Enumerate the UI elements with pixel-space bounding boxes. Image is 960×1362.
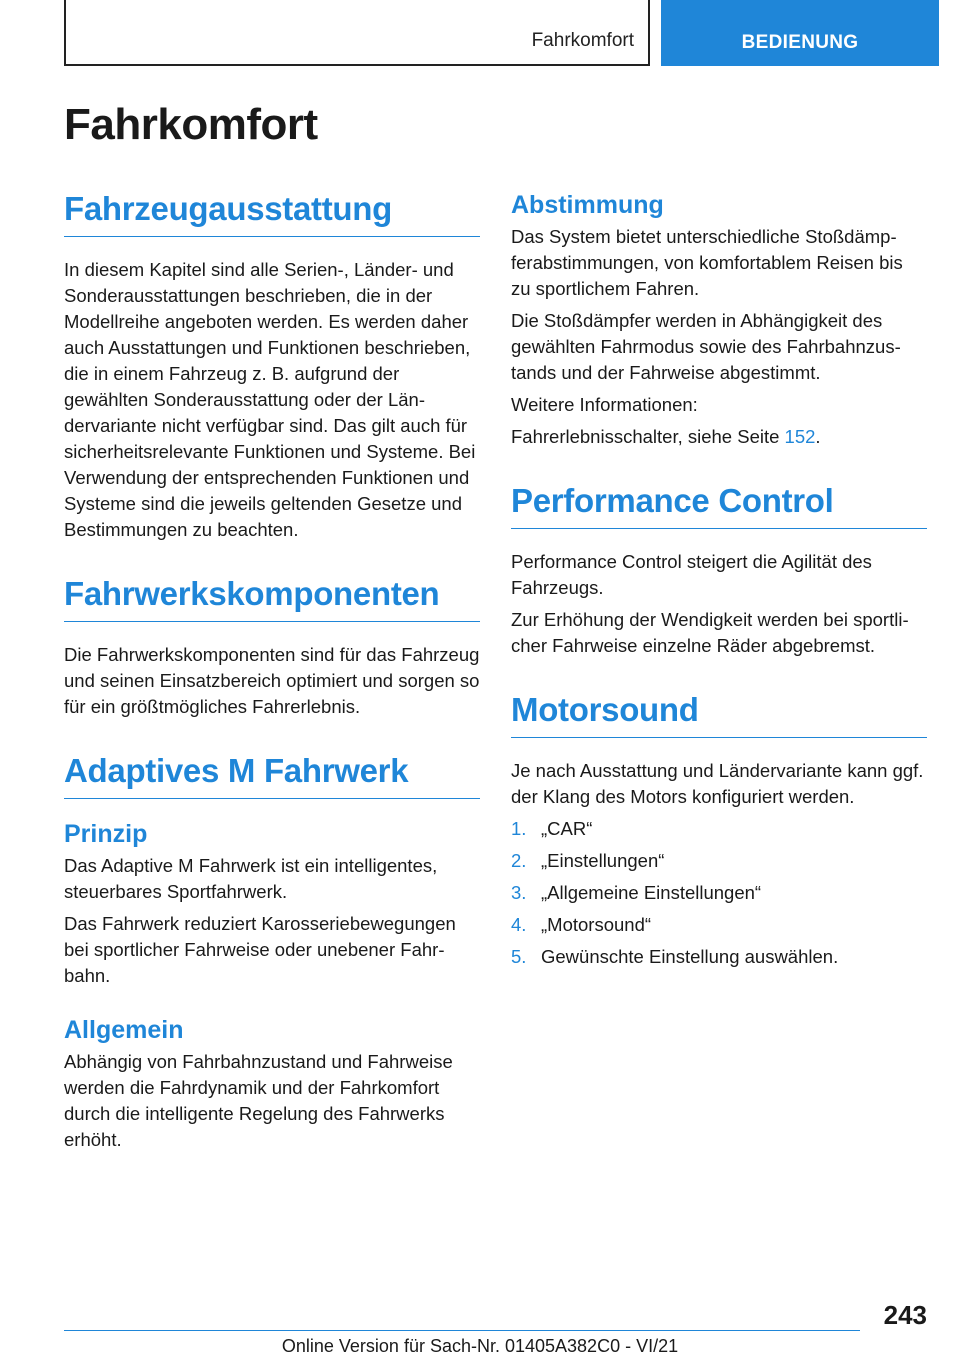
footer-online-version: Online Version für Sach-Nr. 01405A382C0 - VI/21 — [281, 1336, 679, 1356]
header-section-tab — [64, 0, 650, 66]
footer-divider — [64, 1330, 860, 1331]
step-number: 2. — [511, 849, 527, 871]
header-chapter-label: BEDIENUNG — [741, 32, 859, 53]
step-number: 5. — [511, 945, 527, 967]
header-chapter-tab — [661, 0, 939, 66]
header-section-label: Fahrkomfort — [531, 30, 634, 51]
text-prinzip-1: Das Adaptive M Fahrwerk ist ein intelligentes, steuerbares Sportfahrwerk. — [64, 854, 438, 902]
list-item — [511, 848, 927, 874]
page-number: 243 — [883, 1300, 927, 1330]
text-fahrzeugausstattung: In diesem Kapitel sind alle Serien-, Länder- und Sonderausstattungen beschrieben, die in der Modellreihe angeboten werden. Es werden daher auch Ausstattungen und Funktionen beschrieben, die in einem Fahrzeug z. B. aufgrund der gewählten Sonderausstattung oder der Ländervariante nicht verfügbar sind. Das gilt auch für sicherheitsrelevante Funktionen und Systeme. Bei Verwendung der entsprechenden Funktionen und Systeme sind die jeweils geltenden Gesetze und Bestimmungen zu beachten. — [64, 258, 476, 540]
list-item — [511, 880, 927, 906]
step-text: Gewünschte Einstellung auswählen. — [541, 945, 839, 967]
text-abstimmung-4-label: Fahrerlebnisschalter, siehe Seite — [511, 426, 785, 447]
step-number: 1. — [511, 817, 527, 839]
text-performance-2: Zur Erhöhung der Wendigkeit werden bei sportlicher Fahrweise einzelne Räder abgebremst. — [511, 608, 909, 656]
list-item — [511, 816, 927, 842]
step-number: 4. — [511, 913, 527, 935]
page-link-152[interactable]: 152 — [784, 426, 816, 447]
subheading-abstimmung: Abstimmung — [511, 191, 664, 219]
list-item — [511, 944, 927, 970]
text-motorsound-1: Je nach Ausstattung und Ländervariante kann ggf. der Klang des Motors konfiguriert werden. — [511, 759, 924, 807]
list-item — [511, 912, 927, 938]
text-abstimmung-3: Weitere Informationen: — [511, 394, 698, 415]
heading-fahrwerkskomponenten: Fahrwerkskomponenten — [64, 575, 480, 622]
subheading-prinzip: Prinzip — [64, 819, 148, 848]
text-allgemein-1: Abhängig von Fahrbahnzustand und Fahrweise werden die Fahrdynamik und der Fahrkomfort durch die intelligente Regelung des Fahrwerks erhöht. — [64, 1050, 453, 1150]
step-number: 3. — [511, 881, 527, 903]
left-column — [64, 190, 480, 1159]
text-fahrwerkskomponenten: Die Fahrwerkskomponenten sind für das Fahrzeug und seinen Einsatzbereich optimiert und sorgen so für ein größtmögliches Fahrerlebnis. — [64, 643, 480, 717]
motorsound-steps — [511, 816, 927, 970]
right-column — [511, 190, 927, 976]
text-performance-1: Performance Control steigert die Agilität des Fahrzeugs. — [511, 550, 872, 598]
text-abstimmung-2: Die Stoßdämpfer werden in Abhängigkeit des gewählten Fahrmodus sowie des Fahrbahnzustands und der Fahrweise abgestimmt. — [511, 310, 901, 383]
step-text: „Motorsound“ — [541, 913, 652, 935]
step-text: „Allgemeine Einstellungen“ — [541, 881, 762, 903]
text-abstimmung-4 — [511, 424, 927, 450]
step-text: „CAR“ — [541, 817, 593, 839]
heading-motorsound: Motorsound — [511, 691, 927, 738]
step-text: „Einstellungen“ — [541, 849, 665, 871]
subheading-allgemein: Allgemein — [64, 1015, 184, 1044]
text-abstimmung-1: Das System bietet unterschiedliche Stoßdämpferabstimmungen, von komfortablem Reisen bis zu sportlichem Fahren. — [511, 226, 903, 299]
text-prinzip-2: Das Fahrwerk reduziert Karosseriebewegungen bei sportlicher Fahrweise oder unebener Fahrbahn. — [64, 912, 456, 986]
page-title: Fahrkomfort — [64, 100, 318, 149]
heading-adaptives-m-fahrwerk: Adaptives M Fahrwerk — [64, 752, 480, 799]
heading-fahrzeugausstattung: Fahrzeugausstattung — [64, 190, 480, 237]
text-abstimmung-4-end: . — [815, 426, 821, 447]
heading-performance-control: Performance Control — [511, 482, 927, 529]
